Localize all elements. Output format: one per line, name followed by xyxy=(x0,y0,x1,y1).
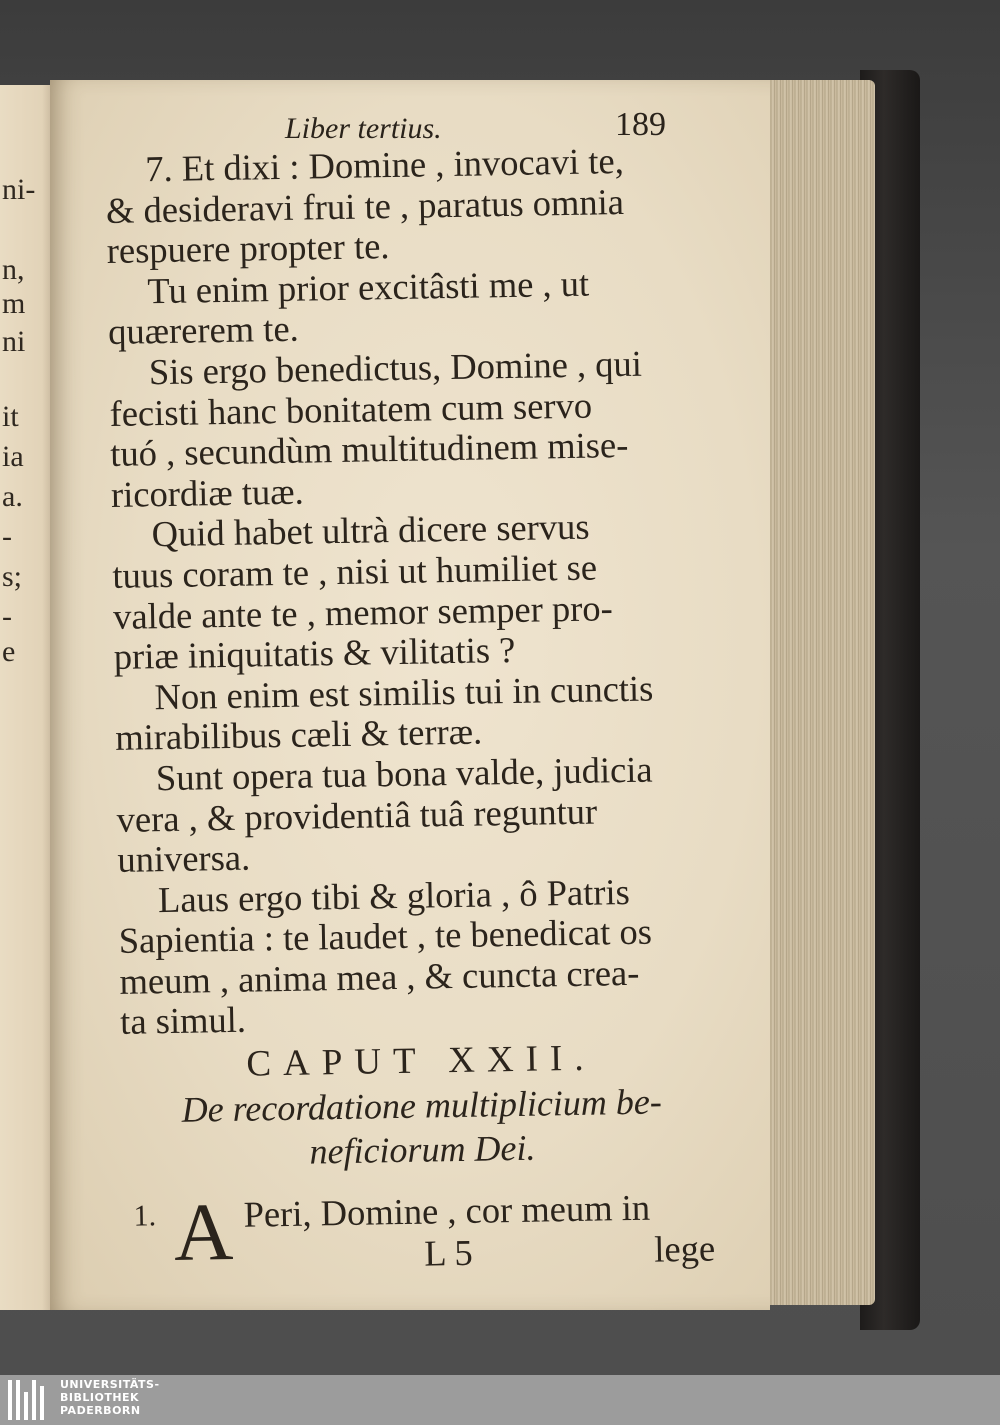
text-line: vera , & providentiâ tuâ reguntur xyxy=(116,790,598,840)
text-line: Sunt opera tua bona valde, judicia xyxy=(155,748,653,799)
chapter-subtitle-line-1: De recordatione multiplicium be- xyxy=(181,1081,663,1130)
left-page-fragment: - xyxy=(2,600,12,633)
running-head-title: Liber tertius. xyxy=(285,112,442,145)
text-line: Laus ergo tibi & gloria , ô Patris xyxy=(157,870,631,920)
chapter-subtitle-line-2: neficiorum Dei. xyxy=(309,1127,536,1172)
text-line: tuó , secundùm multitudinem mise- xyxy=(109,424,629,475)
text-line: Sis ergo benedictus, Domine , qui xyxy=(148,342,643,393)
opening-text: Peri, Domine , cor meum in xyxy=(243,1186,651,1235)
text-line: universa. xyxy=(117,836,251,880)
text-line: valde ante te , memor semper pro- xyxy=(112,586,614,637)
left-page-fragment: s; xyxy=(2,560,23,593)
left-page-fragment: ni xyxy=(2,325,26,358)
left-page-fragment: m xyxy=(2,287,26,320)
left-page-fragment: a. xyxy=(2,480,23,513)
left-page-fragment: ia xyxy=(2,440,24,473)
left-page-fragment: e xyxy=(2,635,16,668)
text-line: fecisti hanc bonitatem cum servo xyxy=(109,384,593,434)
text-line: mirabilibus cæli & terræ. xyxy=(114,710,483,759)
page-number: 189 xyxy=(615,106,666,143)
logo-line-1: UNIVERSITÄTS- xyxy=(60,1378,160,1391)
left-page-fragment: - xyxy=(2,520,12,553)
chapter-heading: CAPUT XXII. xyxy=(246,1037,596,1085)
text-line: Quid habet ultrà dicere servus xyxy=(151,505,590,555)
text-line: respuere propter te. xyxy=(106,225,390,272)
catchword: lege xyxy=(653,1227,716,1270)
left-page-fragment: n, xyxy=(2,253,25,286)
text-line: Sapientia : te laudet , te benedicat os xyxy=(118,910,653,962)
text-line: quærerem te. xyxy=(107,308,300,353)
left-page-fragment: ni- xyxy=(2,173,36,206)
text-line: priæ iniquitatis & vilitatis ? xyxy=(113,629,516,678)
text-line: & desideravi frui te , paratus omnia xyxy=(105,180,625,231)
left-page-fragment: it xyxy=(2,400,19,433)
signature-mark: L 5 xyxy=(423,1231,473,1274)
library-logo-text xyxy=(60,1378,160,1417)
page-body xyxy=(105,140,725,1281)
text-line: 7. Et dixi : Domine , invocavi te, xyxy=(144,139,625,190)
drop-cap: A xyxy=(173,1185,234,1279)
logo-line-3: PADERBORN xyxy=(60,1404,141,1417)
library-logo-icon xyxy=(8,1380,48,1420)
text-line: Tu enim prior excitâsti me , ut xyxy=(147,262,590,312)
text-line: meum , anima mea , & cuncta crea- xyxy=(119,951,640,1002)
text-line: ta simul. xyxy=(119,999,247,1043)
text-line: ricordiæ tuæ. xyxy=(110,470,304,515)
text-lines xyxy=(105,140,720,1043)
logo-line-2: BIBLIOTHEK xyxy=(60,1391,140,1404)
footer-bar xyxy=(0,1375,1000,1425)
text-line: Non enim est similis tui in cunctis xyxy=(154,667,654,717)
verse-number: 1. xyxy=(133,1199,157,1233)
text-line: tuus coram te , nisi ut humiliet se xyxy=(112,546,598,596)
